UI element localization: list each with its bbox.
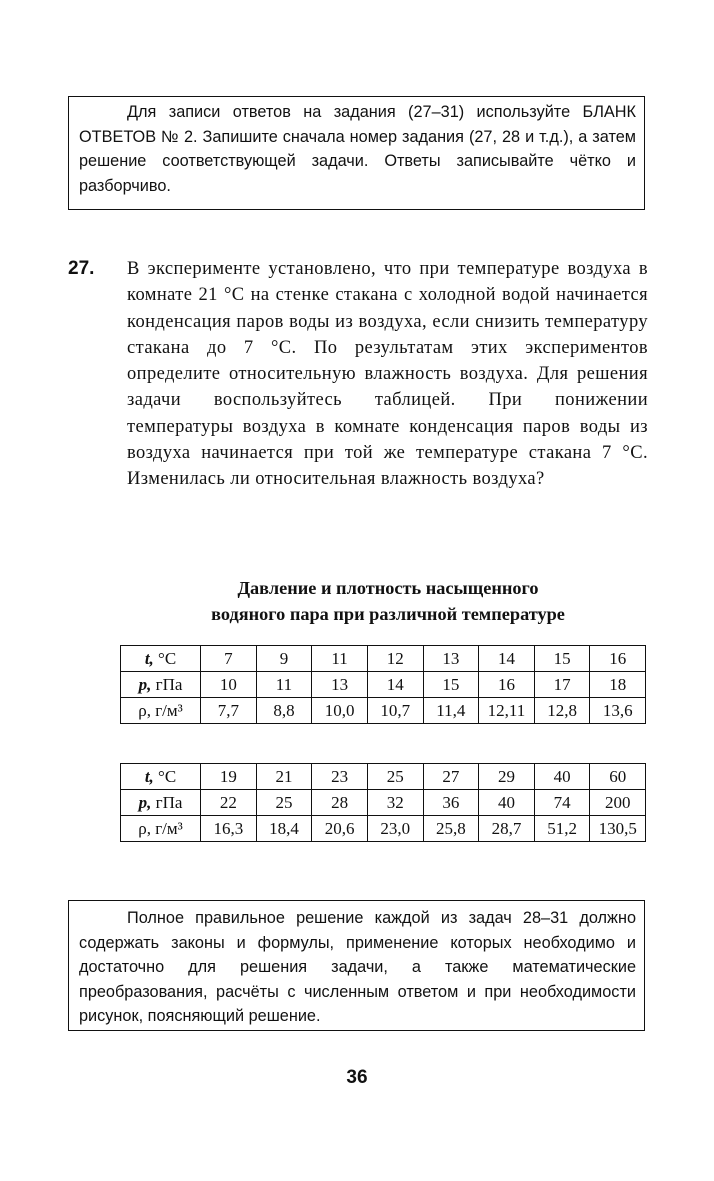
table-title-line-2: водяного пара при различной температуре	[211, 604, 565, 624]
cell: 10	[201, 672, 257, 698]
cell: 10,7	[367, 698, 423, 724]
instruction-box	[68, 96, 645, 210]
cell: 36	[423, 790, 479, 816]
solution-requirements-box	[68, 900, 645, 1031]
task-27	[68, 256, 648, 493]
instruction-text: Для записи ответов на задания (27–31) используйте БЛАНК ОТВЕТОВ № 2. Запишите сначала номер задания (27, 28 и т.д.), а затем решение соответствующей задачи. Ответы записывайте чётко и разборчиво.	[79, 103, 636, 195]
header-pressure: p, гПа	[121, 790, 201, 816]
header-temperature: t, °С	[121, 764, 201, 790]
cell: 32	[367, 790, 423, 816]
cell: 7,7	[201, 698, 257, 724]
row-temperature	[121, 764, 646, 790]
cell: 15	[423, 672, 479, 698]
cell: 12	[367, 646, 423, 672]
vapor-table-2	[120, 763, 646, 842]
cell: 22	[201, 790, 257, 816]
vapor-table-1	[120, 645, 646, 724]
header-density: ρ, г/м³	[121, 698, 201, 724]
cell: 18	[590, 672, 646, 698]
cell: 12,11	[479, 698, 535, 724]
cell: 40	[534, 764, 590, 790]
cell: 200	[590, 790, 646, 816]
cell: 14	[367, 672, 423, 698]
header-temperature: t, °С	[121, 646, 201, 672]
cell: 14	[479, 646, 535, 672]
cell: 8,8	[256, 698, 312, 724]
row-pressure	[121, 672, 646, 698]
header-pressure: p, гПа	[121, 672, 201, 698]
cell: 10,0	[312, 698, 368, 724]
table-title-line-1: Давление и плотность насыщенного	[237, 578, 539, 598]
cell: 13,6	[590, 698, 646, 724]
cell: 23,0	[367, 816, 423, 842]
cell: 11,4	[423, 698, 479, 724]
cell: 20,6	[312, 816, 368, 842]
cell: 16	[590, 646, 646, 672]
cell: 130,5	[590, 816, 646, 842]
cell: 12,8	[534, 698, 590, 724]
cell: 28,7	[479, 816, 535, 842]
cell: 9	[256, 646, 312, 672]
task-number: 27.	[68, 258, 95, 279]
cell: 40	[479, 790, 535, 816]
row-density	[121, 816, 646, 842]
page-number: 36	[346, 1067, 368, 1088]
cell: 11	[312, 646, 368, 672]
cell: 25	[256, 790, 312, 816]
cell: 15	[534, 646, 590, 672]
cell: 29	[479, 764, 535, 790]
cell: 21	[256, 764, 312, 790]
cell: 16,3	[201, 816, 257, 842]
solution-requirements-text: Полное правильное решение каждой из задач 28–31 должно содержать законы и формулы, применение которых необходимо и достаточно для решения задачи, а также математические преобразования, расчёты с численным ответом и при необходимости рисунок, поясняющий решение.	[79, 909, 636, 1025]
cell: 25	[367, 764, 423, 790]
task-text: В эксперименте установлено, что при температуре воздуха в комнате 21 °С на стенке стакана с холодной водой начинается конденсация паров воды из воздуха, если снизить температуру стакана до 7 °С. По результатам этих экспериментов определите относительную влажность воздуха. Для решения задачи воспользуйтесь таблицей. При понижении температуры воздуха в комнате конденсация паров воды из воздуха начинается при той же температуре стакана 7 °С. Изменилась ли относительная влажность воздуха?	[127, 259, 648, 490]
cell: 13	[423, 646, 479, 672]
cell: 23	[312, 764, 368, 790]
cell: 25,8	[423, 816, 479, 842]
cell: 51,2	[534, 816, 590, 842]
row-temperature	[121, 646, 646, 672]
cell: 28	[312, 790, 368, 816]
cell: 27	[423, 764, 479, 790]
cell: 19	[201, 764, 257, 790]
cell: 16	[479, 672, 535, 698]
cell: 13	[312, 672, 368, 698]
cell: 11	[256, 672, 312, 698]
cell: 18,4	[256, 816, 312, 842]
row-pressure	[121, 790, 646, 816]
cell: 17	[534, 672, 590, 698]
header-density: ρ, г/м³	[121, 816, 201, 842]
cell: 74	[534, 790, 590, 816]
cell: 60	[590, 764, 646, 790]
row-density	[121, 698, 646, 724]
table-title	[68, 575, 708, 627]
cell: 7	[201, 646, 257, 672]
